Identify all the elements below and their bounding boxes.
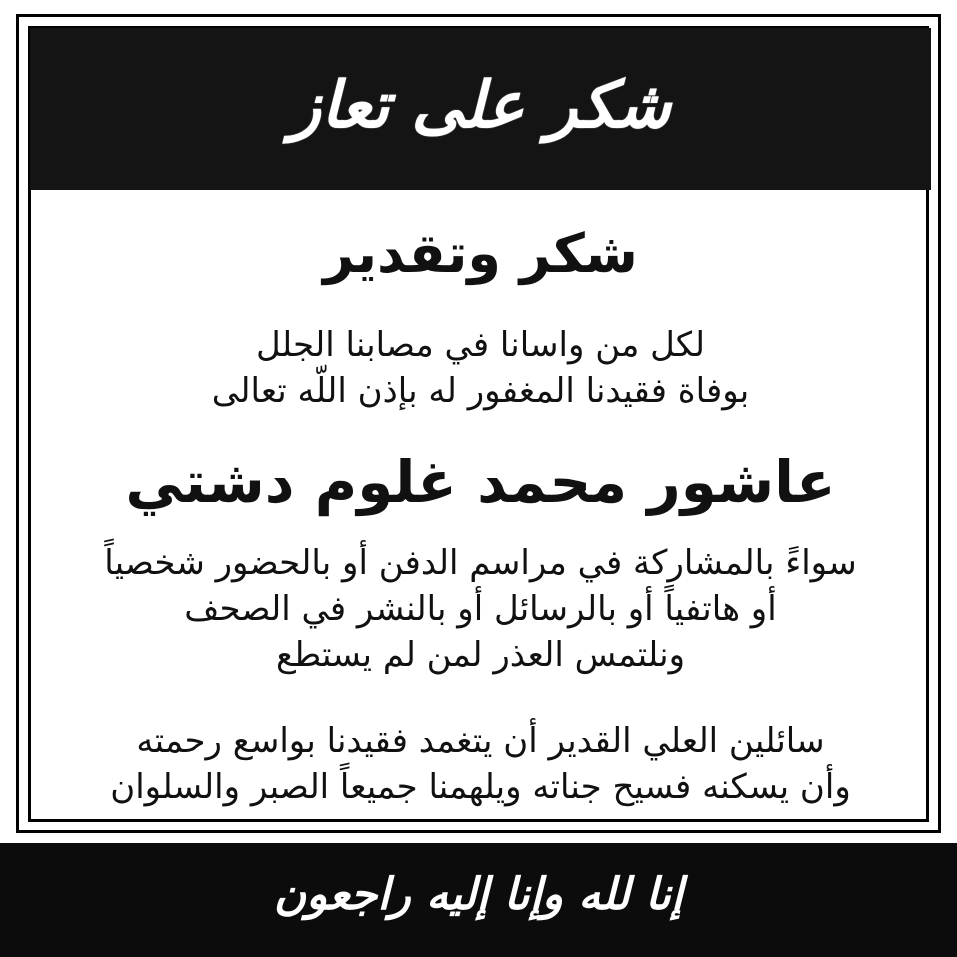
header-banner	[30, 28, 931, 190]
thanks-line-3: ونلتمس العذر لمن لم يستطع	[275, 635, 686, 675]
thanks-line-2: أو هاتفياً أو بالرسائل أو بالنشر في الصحف	[184, 589, 777, 629]
condolence-intro	[30, 322, 931, 414]
thanks-line-1: سواءً بالمشاركة في مراسم الدفن أو بالحضور شخصياً	[104, 543, 857, 583]
notice-title: شكر وتقدير	[323, 222, 638, 285]
footer-banner	[0, 843, 957, 957]
header-calligraphy-logo: شكر على تعاز	[290, 68, 671, 143]
prayer-line-2: وأن يسكنه فسيح جناته ويلهمنا جميعاً الصبر والسلوان	[110, 767, 851, 807]
deceased-name: عاشور محمد غلوم دشتي	[125, 448, 836, 516]
intro-line-1: لكل من واسانا في مصابنا الجلل	[255, 325, 706, 365]
intro-line-2: بوفاة فقيدنا المغفور له بإذن اللّه تعالى	[211, 371, 750, 411]
thanks-paragraph	[30, 540, 931, 678]
prayer-paragraph	[30, 718, 931, 810]
prayer-line-1: سائلين العلي القدير أن يتغمد فقيدنا بواسع رحمته	[136, 721, 825, 761]
footer-calligraphy-logo: إنا لله وإنا إليه راجعون	[273, 869, 684, 920]
